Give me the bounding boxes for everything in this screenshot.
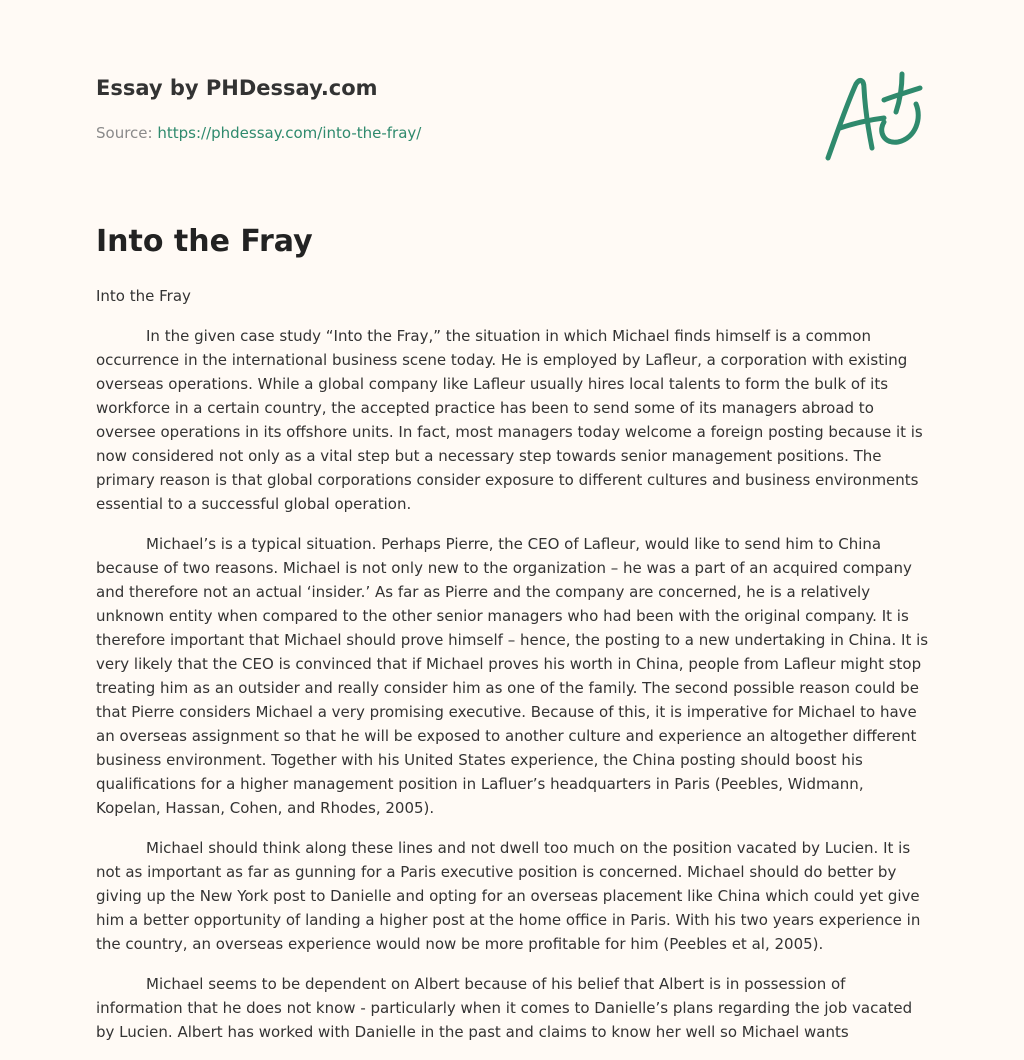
article-body [96, 284, 930, 1060]
source-link[interactable]: https://phdessay.com/into-the-fray/ [157, 124, 422, 142]
article-subtitle: Into the Fray [96, 287, 191, 305]
paragraph: Michael should think along these lines and not dwell too much on the position vacated by Lucien. It is not as important as far as gunning for a Paris executive position is concerned. Michael should do better by giving up the New York post to Danielle and opting for an overseas placement like China which could yet give him a better opportunity of landing a higher post at the home office in Paris. With his two years experience in the country, an overseas experience would now be more profitable for him (Peebles et al, 2005). [96, 839, 921, 953]
paragraph: In the given case study “Into the Fray,” the situation in which Michael finds himself is a common occurrence in the international business scene today. He is employed by Lafleur, a corporation with existing overseas operations. While a global company like Lafleur usually hires local talents to form the bulk of its workforce in a certain country, the accepted practice has been to send some of its managers abroad to oversee operations in its offshore units. In fact, most managers today welcome a foreign posting because it is now considered not only as a vital step but a necessary step towards senior management positions. The primary reason is that global corporations consider exposure to different cultures and business environments essential to a successful global operation. [96, 327, 923, 513]
site-brand: Essay by PHDessay.com [96, 76, 378, 100]
source-line [96, 124, 421, 142]
a-plus-logo-icon [818, 66, 930, 166]
article-title: Into the Fray [96, 224, 313, 259]
source-label: Source: [96, 124, 153, 142]
paragraph: Michael seems to be dependent on Albert because of his belief that Albert is in possession of information that he does not know - particularly when it comes to Danielle’s plans regarding the job vacated by Lucien. Albert has worked with Danielle in the past and claims to know her well so Michael wants [96, 975, 913, 1041]
paragraph: Michael’s is a typical situation. Perhaps Pierre, the CEO of Lafleur, would like to send him to China because of two reasons. Michael is not only new to the organization – he was a part of an acquired company and therefore not an actual ‘insider.’ As far as Pierre and the company are concerned, he is a relatively unknown entity when compared to the other senior managers who had been with the original company. It is therefore important that Michael should prove himself – hence, the posting to a new undertaking in China. It is very likely that the CEO is convinced that if Michael proves his worth in China, people from Lafleur might stop treating him as an outsider and really consider him as one of the family. The second possible reason could be that Pierre considers Michael a very promising executive. Because of this, it is imperative for Michael to have an overseas assignment so that he will be exposed to another culture and experience an altogether different business environment. Together with his United States experience, the China posting should boost his qualifications for a higher management position in Lafluer’s headquarters in Paris (Peebles, Widmann, Kopelan, Hassan, Cohen, and Rhodes, 2005). [96, 535, 929, 817]
